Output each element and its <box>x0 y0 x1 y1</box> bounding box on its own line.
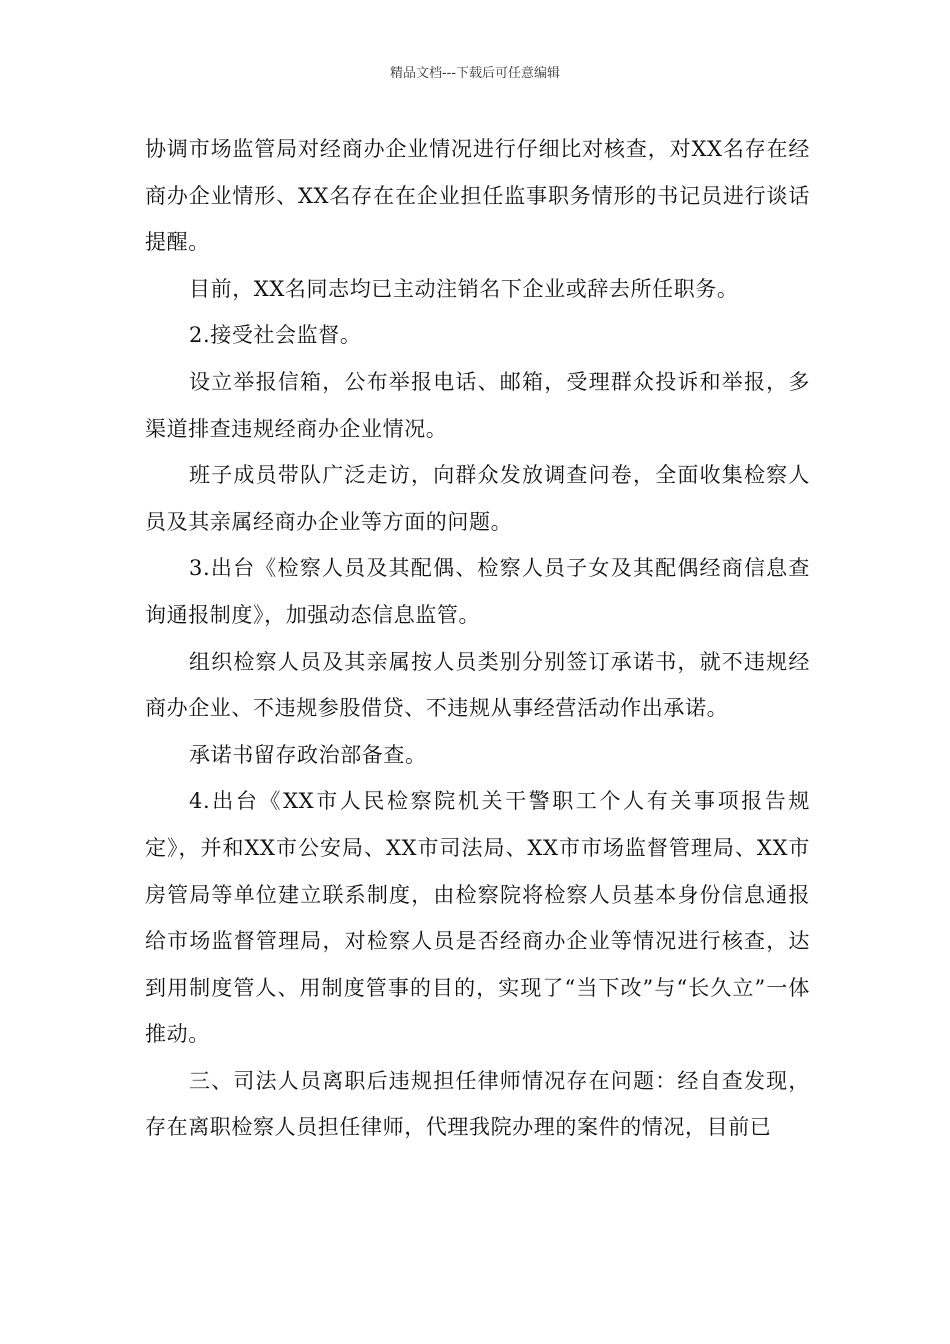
paragraph-5: 班子成员带队广泛走访，向群众发放调查问卷，全面收集检察人员及其亲属经商办企业等方面的问题。 <box>145 463 810 534</box>
paragraph-4: 设立举报信箱，公布举报电话、邮箱，受理群众投诉和举报，多渠道排查违规经商办企业情况。 <box>145 369 810 441</box>
document-body <box>145 126 810 1151</box>
paragraph-10: 三、司法人员离职后违规担任律师情况存在问题：经自查发现，存在离职检察人员担任律师，代理我院办理的案件的情况，目前已 <box>145 1068 810 1140</box>
paragraph-6: 3.出台《检察人员及其配偶、检察人员子女及其配偶经商信息查询通报制度》，加强动态信息监管。 <box>145 556 810 627</box>
paragraph-2: 目前，XX名同志均已主动注销名下企业或辞去所任职务。 <box>189 276 739 301</box>
paragraph-8: 承诺书留存政治部备查。 <box>189 742 427 767</box>
page-header: 精品文档---下载后可任意编辑 <box>389 66 561 81</box>
paragraph-9: 4.出台《XX市人民检察院机关干警职工个人有关事项报告规定》，并和XX市公安局、XX市司法局、XX市市场监督管理局、XX市房管局等单位建立联系制度，由检察院将检察人员基本身份信息通报给市场监督管理局，对检察人员是否经商办企业等情况进行核查，达到用制度管人、用制度管事的目的，实现了“当下改”与“长久立”一体推动。 <box>145 789 810 1047</box>
paragraph-7: 组织检察人员及其亲属按人员类别分别签订承诺书，就不违规经商办企业、不违规参股借贷、不违规从事经营活动作出承诺。 <box>145 649 810 721</box>
paragraph-3: 2.接受社会监督。 <box>189 323 362 348</box>
paragraph-1: 协调市场监管局对经商办企业情况进行仔细比对核查，对XX名存在经商办企业情形、XX名存在在企业担任监事职务情形的书记员进行谈话提醒。 <box>145 137 810 255</box>
